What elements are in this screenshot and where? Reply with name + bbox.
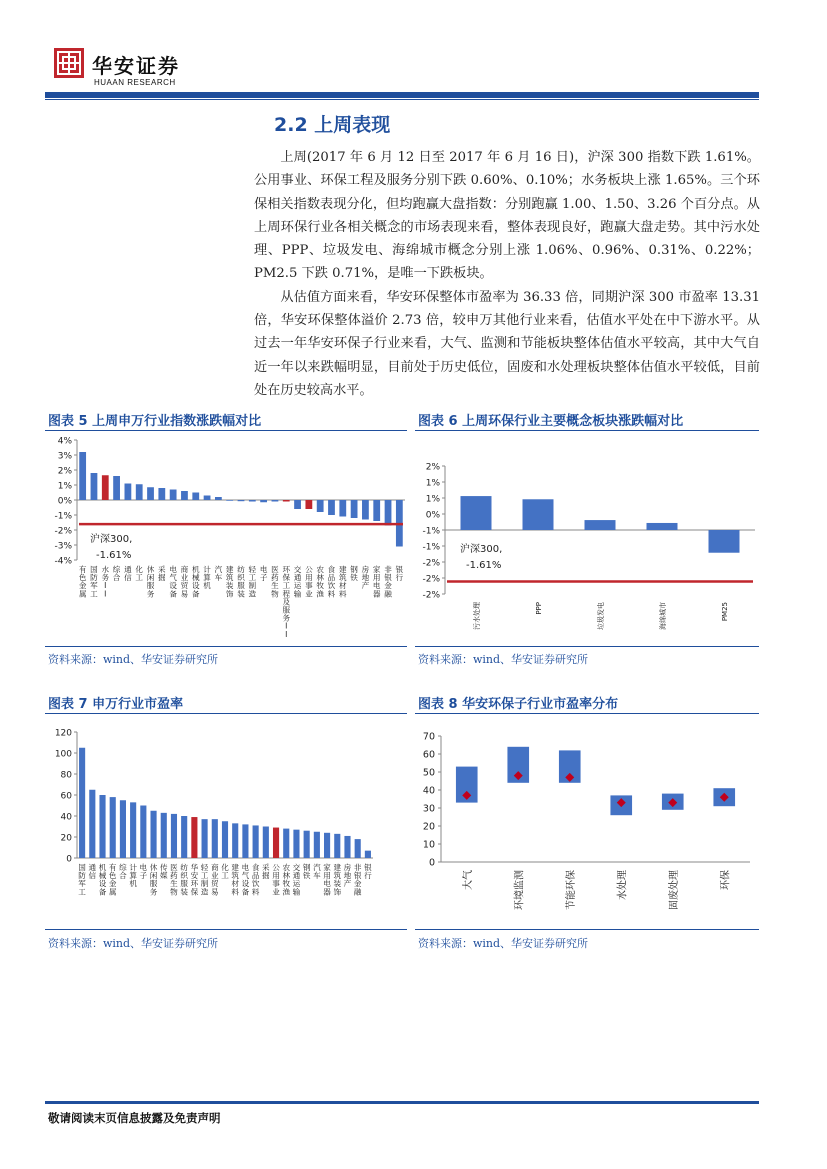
fig5-reference-label: 沪深300, bbox=[90, 534, 133, 545]
fig5-bar bbox=[317, 500, 324, 512]
fig7-y-tick-label: 40 bbox=[60, 812, 72, 823]
fig6-y-tick-label: -1% bbox=[422, 526, 440, 537]
fig5-y-tick-label: 4% bbox=[57, 436, 72, 447]
fig5-y-tick-label: -3% bbox=[54, 541, 72, 552]
fig5-bar bbox=[204, 496, 211, 501]
fig7-x-tick-label: 国防军工 bbox=[78, 863, 86, 897]
fig7-bar bbox=[171, 814, 177, 858]
fig5-chart bbox=[45, 432, 410, 644]
fig7-x-tick-label: 银行 bbox=[364, 863, 372, 881]
fig7-bar bbox=[150, 811, 156, 858]
fig5-y-tick-label: 0% bbox=[57, 496, 72, 507]
brand-name: 华安证券 bbox=[92, 54, 180, 78]
fig5-y-tick-label: -1% bbox=[54, 511, 72, 522]
fig6-source: 资料来源：wind、华安证券研究所 bbox=[418, 653, 589, 666]
fig5-bar bbox=[158, 488, 165, 500]
section-title: 2.2 上周表现 bbox=[274, 114, 391, 136]
fig8-y-tick-label: 60 bbox=[422, 749, 435, 761]
fig5-x-tick-label: 非银金融 bbox=[384, 565, 392, 599]
fig5-bar bbox=[305, 500, 312, 509]
fig5-x-tick-label: 公用事业 bbox=[305, 565, 313, 599]
fig5-rule-bottom bbox=[45, 646, 407, 647]
fig5-x-tick-label: 食品饮料 bbox=[327, 565, 336, 599]
fig5-y-tick-label: -2% bbox=[54, 526, 72, 537]
fig5-bar bbox=[113, 476, 120, 500]
fig6-title: 图表 6 上周环保行业主要概念板块涨跌幅对比 bbox=[418, 414, 684, 429]
fig5-x-tick-label: 钢铁 bbox=[350, 565, 358, 583]
fig5-bar bbox=[181, 491, 188, 500]
fig6-rule-bottom bbox=[415, 646, 759, 647]
fig7-x-tick-label: 采掘 bbox=[262, 863, 270, 881]
footer-disclaimer: 敬请阅读末页信息披露及免责声明 bbox=[48, 1111, 221, 1125]
fig5-x-tick-label: 化工 bbox=[135, 565, 144, 583]
fig5-bar bbox=[260, 500, 267, 502]
fig7-bar bbox=[304, 831, 310, 858]
fig5-reference-value: -1.61% bbox=[96, 550, 132, 561]
fig7-x-tick-label: 商业贸易 bbox=[210, 863, 219, 897]
fig7-bar bbox=[334, 834, 340, 858]
fig7-x-tick-label: 有色金属 bbox=[108, 863, 117, 897]
fig5-bar bbox=[136, 484, 143, 500]
fig5-bar bbox=[215, 497, 222, 500]
fig6-y-tick-label: 2% bbox=[425, 462, 440, 473]
fig7-x-tick-label: 综合 bbox=[119, 863, 127, 881]
fig6-y-tick-label: -2% bbox=[422, 590, 440, 601]
fig7-x-tick-label: 传媒 bbox=[159, 863, 168, 881]
fig7-x-tick-label: 医药生物 bbox=[170, 863, 178, 897]
fig5-y-tick-label: 2% bbox=[57, 466, 72, 477]
fig7-bar bbox=[89, 790, 95, 858]
footer-rule bbox=[45, 1101, 759, 1104]
fig7-bar bbox=[232, 823, 238, 858]
fig8-x-tick-label: 环保 bbox=[720, 870, 732, 890]
fig5-rule bbox=[45, 430, 407, 431]
header-rule-thin bbox=[45, 99, 759, 100]
fig5-bar bbox=[238, 500, 245, 501]
fig7-bar bbox=[110, 797, 116, 858]
fig5-x-tick-label: 汽车 bbox=[214, 565, 223, 583]
fig6-reference-value: -1.61% bbox=[466, 560, 502, 571]
fig5-x-tick-label: 计算机 bbox=[203, 565, 211, 591]
fig7-bar bbox=[140, 806, 146, 859]
fig5-x-tick-label: 房地产 bbox=[361, 565, 370, 591]
fig7-x-tick-label: 家用电器 bbox=[323, 863, 331, 897]
fig5-bar bbox=[373, 500, 380, 521]
company-logo bbox=[54, 48, 84, 78]
fig7-bar bbox=[202, 819, 208, 858]
fig5-bar bbox=[283, 500, 290, 502]
fig7-x-tick-label: 纺织服装 bbox=[180, 863, 188, 897]
fig5-y-tick-label: 3% bbox=[57, 451, 72, 462]
fig7-x-tick-label: 食品饮料 bbox=[251, 863, 260, 897]
fig5-x-tick-label: 采掘 bbox=[158, 565, 166, 583]
fig8-x-tick-label: 节能环保 bbox=[565, 870, 577, 910]
fig7-x-tick-label: 建筑材料 bbox=[231, 863, 240, 897]
fig6-x-tick-label: 海绵城市 bbox=[659, 602, 667, 630]
fig6-x-tick-label: 污水处理 bbox=[473, 602, 481, 630]
fig7-bar bbox=[253, 825, 259, 858]
fig7-y-tick-label: 120 bbox=[54, 728, 72, 739]
fig7-x-tick-label: 华安环保 bbox=[190, 863, 199, 897]
fig6-x-tick-label: PM25 bbox=[721, 602, 729, 622]
fig6-bar bbox=[523, 499, 554, 530]
fig7-x-tick-label: 农林牧渔 bbox=[282, 863, 291, 897]
fig5-x-tick-label: 休闲服务 bbox=[146, 565, 155, 599]
fig7-bar bbox=[79, 748, 85, 858]
fig5-bar bbox=[102, 475, 109, 500]
fig7-y-tick-label: 20 bbox=[60, 833, 72, 844]
fig7-y-tick-label: 80 bbox=[60, 770, 72, 781]
fig6-chart bbox=[415, 432, 760, 644]
fig7-title: 图表 7 申万行业市盈率 bbox=[48, 697, 184, 712]
fig5-x-tick-label: 医药生物 bbox=[271, 565, 279, 599]
fig7-bar bbox=[273, 828, 279, 858]
fig6-y-tick-label: 1% bbox=[425, 494, 440, 505]
header-rule bbox=[45, 92, 759, 98]
fig7-bar bbox=[293, 830, 299, 858]
fig7-x-tick-label: 电子 bbox=[139, 863, 148, 881]
fig6-bar bbox=[585, 520, 616, 530]
fig6-x-tick-label: PPP bbox=[535, 602, 543, 615]
fig5-source: 资料来源：wind、华安证券研究所 bbox=[48, 653, 219, 666]
fig7-source: 资料来源：wind、华安证券研究所 bbox=[48, 937, 219, 950]
fig8-x-tick-label: 水处理 bbox=[617, 870, 629, 900]
fig5-bar bbox=[147, 487, 154, 500]
fig8-y-tick-label: 50 bbox=[422, 767, 435, 779]
fig7-bar bbox=[99, 795, 105, 858]
fig6-bar bbox=[709, 530, 740, 553]
fig5-title: 图表 5 上周申万行业指数涨跌幅对比 bbox=[48, 414, 262, 429]
fig7-x-tick-label: 建筑装饰 bbox=[333, 863, 342, 897]
fig5-bar bbox=[339, 500, 346, 517]
fig7-x-tick-label: 公用事业 bbox=[272, 863, 280, 897]
fig6-y-tick-label: -2% bbox=[422, 574, 440, 585]
fig6-y-tick-label: -2% bbox=[422, 558, 440, 569]
fig7-bar bbox=[191, 817, 197, 858]
fig7-x-tick-label: 汽车 bbox=[313, 863, 321, 881]
fig6-reference-label: 沪深300, bbox=[460, 544, 503, 555]
fig7-x-tick-label: 休闲服务 bbox=[149, 863, 158, 897]
fig6-rule bbox=[415, 430, 759, 431]
fig8-y-tick-label: 30 bbox=[422, 803, 435, 815]
fig7-x-tick-label: 电气设备 bbox=[241, 863, 250, 897]
fig7-x-tick-label: 机械设备 bbox=[98, 863, 107, 897]
fig8-y-tick-label: 40 bbox=[422, 785, 435, 797]
fig5-x-tick-label: 家用电器 bbox=[372, 565, 381, 599]
paragraph-1: 上周(2017 年 6 月 12 日至 2017 年 6 月 16 日)，沪深 300 指数下跌 1.61%。公用事业、环保工程及服务分别下跌 0.60%、0.10%；水务板块上涨 1.65%。三个环保相关指数表现分化，但均跑赢大盘指数：分别跑赢 1.00、1.50、3.26 个百分点。从上周环保行业各相关概念的市场表现来看，整体表现良好，跑赢大盘走势。其中污水处理、PPP、垃圾发电、海绵城市概念分别上涨 1.06%、0.96%、0.31%、0.22%；PM2.5 下跌 0.71%，是唯一下跌板块。 bbox=[254, 150, 760, 282]
fig8-x-tick-label: 环境监测 bbox=[514, 870, 526, 910]
fig5-bar bbox=[272, 500, 279, 502]
paragraph-2: 从估值方面来看，华安环保整体市盈率为 36.33 倍，同期沪深 300 市盈率 13.31 倍，华安环保整体溢价 2.73 倍，较申万其他行业来看，估值水平处在中下游水平。从过去一年华安环保子行业来看，大气、监测和节能板块整体估值水平较高，其中大气自近一年以来跌幅明显，目前处于历史低位，固废和水处理板块整体估值水平较低，目前处在历史较高水平。 bbox=[254, 289, 760, 398]
brand-name-en: HUAAN RESEARCH bbox=[94, 78, 176, 87]
fig5-x-tick-label: 有色金属 bbox=[78, 565, 87, 599]
fig5-bar bbox=[125, 484, 132, 501]
fig5-y-tick-label: 1% bbox=[57, 481, 72, 492]
fig5-x-tick-label: 环保工程及服务 I I bbox=[282, 565, 291, 639]
fig6-y-tick-label: 0% bbox=[425, 510, 440, 521]
fig5-bar bbox=[362, 500, 369, 520]
fig8-y-tick-label: 0 bbox=[428, 857, 435, 869]
fig7-bar bbox=[120, 800, 126, 858]
fig7-x-tick-label: 通信 bbox=[88, 863, 97, 881]
fig5-bar bbox=[79, 452, 86, 500]
fig8-source: 资料来源：wind、华安证券研究所 bbox=[418, 937, 589, 950]
fig5-x-tick-label: 纺织服装 bbox=[237, 565, 245, 599]
fig7-bar bbox=[212, 819, 218, 858]
fig7-x-tick-label: 房地产 bbox=[343, 863, 352, 889]
fig7-bar bbox=[130, 802, 136, 858]
fig5-x-tick-label: 商业贸易 bbox=[180, 565, 189, 599]
fig5-bar bbox=[226, 500, 233, 501]
fig8-x-tick-label: 固废处理 bbox=[668, 870, 680, 910]
fig5-x-tick-label: 交通运输 bbox=[293, 565, 302, 599]
fig5-bar bbox=[91, 473, 98, 500]
fig7-bar bbox=[324, 833, 330, 858]
fig7-bar bbox=[222, 821, 228, 858]
fig5-x-tick-label: 建筑装饰 bbox=[225, 565, 234, 599]
fig7-x-tick-label: 轻工制造 bbox=[200, 863, 209, 897]
fig5-bar bbox=[192, 493, 199, 501]
fig8-x-tick-label: 大气 bbox=[462, 870, 474, 890]
fig7-bar bbox=[161, 813, 167, 858]
fig5-x-tick-label: 轻工制造 bbox=[248, 565, 257, 599]
fig7-bar bbox=[355, 839, 361, 858]
fig5-bar bbox=[385, 500, 392, 526]
fig8-y-tick-label: 10 bbox=[422, 839, 435, 851]
fig7-bar bbox=[314, 832, 320, 858]
fig7-x-tick-label: 交通运输 bbox=[292, 863, 301, 897]
fig7-y-tick-label: 0 bbox=[66, 854, 72, 865]
fig7-x-tick-label: 钢铁 bbox=[302, 863, 311, 881]
fig5-x-tick-label: 农林牧渔 bbox=[316, 565, 324, 599]
fig7-chart bbox=[45, 716, 410, 928]
fig8-y-tick-label: 20 bbox=[422, 821, 435, 833]
fig6-bar bbox=[647, 523, 678, 530]
fig6-y-tick-label: -1% bbox=[422, 542, 440, 553]
fig8-title: 图表 8 华安环保子行业市盈率分布 bbox=[418, 697, 619, 712]
fig7-y-tick-label: 60 bbox=[60, 791, 72, 802]
fig7-bar bbox=[263, 827, 269, 859]
fig5-bar bbox=[249, 500, 256, 502]
fig5-bar bbox=[294, 500, 301, 509]
fig6-bar bbox=[461, 496, 492, 530]
fig7-y-tick-label: 100 bbox=[54, 749, 72, 760]
fig5-y-tick-label: -4% bbox=[54, 556, 72, 567]
fig5-x-tick-label: 国防军工 bbox=[90, 565, 98, 599]
fig5-x-tick-label: 电子 bbox=[259, 565, 268, 583]
fig5-bar bbox=[170, 490, 177, 501]
fig5-x-tick-label: 综合 bbox=[112, 565, 121, 583]
fig7-x-tick-label: 非银金融 bbox=[353, 863, 362, 897]
fig5-x-tick-label: 银行 bbox=[395, 565, 404, 583]
fig7-rule bbox=[45, 713, 407, 714]
fig8-chart bbox=[415, 716, 760, 928]
fig7-rule-bottom bbox=[45, 929, 407, 930]
fig5-x-tick-label: 机械设备 bbox=[191, 565, 200, 599]
fig8-rule-bottom bbox=[415, 929, 759, 930]
fig5-x-tick-label: 电气设备 bbox=[169, 565, 177, 599]
fig7-bar bbox=[181, 816, 187, 858]
fig5-x-tick-label: 通信 bbox=[124, 565, 132, 583]
fig7-bar bbox=[283, 829, 289, 858]
fig5-x-tick-label: 建筑材料 bbox=[338, 565, 347, 599]
fig6-y-tick-label: 1% bbox=[425, 478, 440, 489]
fig8-rule bbox=[415, 713, 759, 714]
fig6-x-tick-label: 垃圾发电 bbox=[597, 602, 605, 630]
fig5-bar bbox=[351, 500, 358, 518]
fig8-y-tick-label: 70 bbox=[422, 731, 435, 743]
fig7-bar bbox=[242, 824, 248, 858]
fig7-x-tick-label: 化工 bbox=[221, 863, 229, 881]
fig7-x-tick-label: 计算机 bbox=[129, 863, 137, 889]
section-body bbox=[254, 146, 760, 402]
fig7-bar bbox=[365, 851, 371, 858]
fig7-bar bbox=[344, 836, 350, 858]
fig5-bar bbox=[328, 500, 335, 515]
fig5-x-tick-label: 水务 I I bbox=[101, 565, 110, 599]
